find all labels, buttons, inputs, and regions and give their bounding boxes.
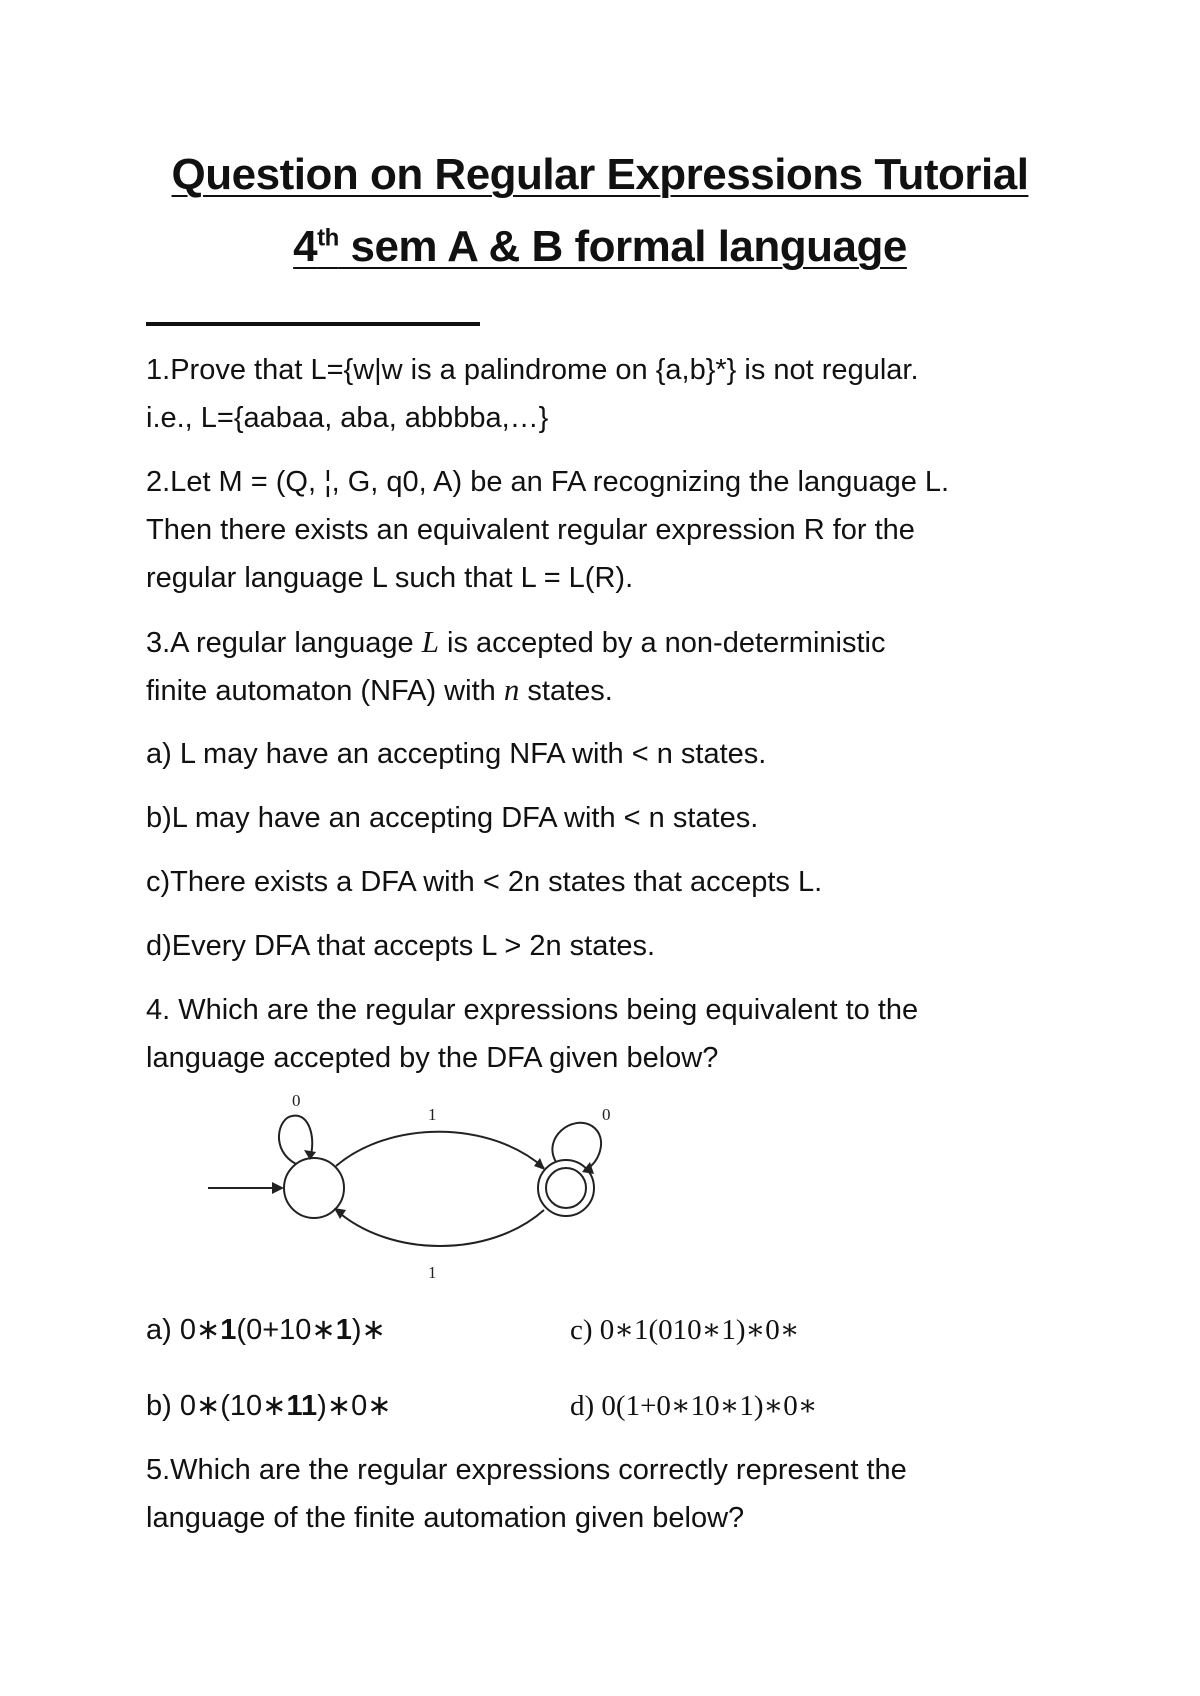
q3-option-b: b)L may have an accepting DFA with < n states.: [146, 802, 759, 834]
q3-var-L: L: [421, 624, 439, 659]
title-sem-suffix: th: [317, 224, 339, 252]
q3-text-a: 3.A regular language: [146, 627, 422, 659]
bottom-edge: [336, 1210, 544, 1246]
q4-option-b: [146, 1388, 392, 1424]
q4-option-a-bold2: 1: [335, 1314, 352, 1346]
title-sem-number: 4: [293, 222, 318, 271]
q3-var-n: n: [503, 672, 520, 707]
final-state-inner: [546, 1168, 586, 1208]
q4-option-b-end: )∗0∗: [317, 1390, 392, 1422]
q2-line-3: regular language L such that L = L(R).: [146, 562, 634, 594]
top-edge-arrowhead: [534, 1158, 545, 1170]
q3-text-c: finite automaton (NFA) with: [146, 675, 504, 707]
label-final-loop: 0: [602, 1105, 611, 1124]
q3-line-1: [146, 624, 885, 661]
q4-option-b-bold: 11: [286, 1390, 318, 1422]
q4-line-1: 4. Which are the regular expressions being equivalent to the: [146, 994, 919, 1026]
label-start-loop: 0: [292, 1091, 301, 1110]
q4-option-b-prefix: b) 0∗(10∗: [146, 1390, 287, 1422]
title-sem-text: sem A & B formal language: [338, 222, 907, 271]
q3-option-d: d)Every DFA that accepts L > 2n states.: [146, 930, 656, 962]
q3-text-d: states.: [519, 675, 613, 707]
dfa-diagram: [200, 1090, 630, 1290]
q3-line-2: [146, 672, 613, 709]
q3-option-a: a) L may have an accepting NFA with < n states.: [146, 738, 767, 770]
q4-option-a-bold: 1: [220, 1314, 237, 1346]
q3-option-c: c)There exists a DFA with < 2n states that accepts L.: [146, 866, 823, 898]
q4-line-2: language accepted by the DFA given below?: [146, 1042, 719, 1074]
q1-line-1: [146, 352, 919, 388]
q5-line-2: language of the finite automation given below?: [146, 1502, 745, 1534]
q4-option-a: [146, 1312, 386, 1348]
q4-option-a-rest: (0+10∗: [236, 1314, 336, 1346]
q1-line-2: i.e., L={aabaa, aba, abbbba,…}: [146, 402, 549, 434]
q4-option-a-prefix: a) 0∗: [146, 1314, 221, 1346]
page-title-line-2: [0, 222, 1200, 272]
start-arrowhead: [272, 1182, 284, 1194]
label-bottom-edge: 1: [428, 1263, 437, 1282]
start-self-loop: [279, 1116, 312, 1164]
q1-number: 1: [146, 354, 163, 386]
q4-option-d: d) 0(1+0∗10∗1)∗0∗: [570, 1390, 818, 1422]
q4-option-a-end: )∗: [351, 1314, 386, 1346]
q4-option-c: c) 0∗1(010∗1)∗0∗: [570, 1314, 800, 1346]
page-title-line-1: Question on Regular Expressions Tutorial: [171, 150, 1029, 199]
q2-line-1: 2.Let M = (Q, ¦, G, q0, A) be an FA recognizing the language L.: [146, 466, 950, 498]
q3-text-b: is accepted by a non-deterministic: [438, 627, 886, 659]
q1-text: .Prove that L={w|w is a palindrome on {a,b}*} is not regular.: [162, 354, 919, 386]
q5-line-1: 5.Which are the regular expressions correctly represent the: [146, 1454, 907, 1486]
label-top-edge: 1: [428, 1105, 437, 1124]
q2-line-2: Then there exists an equivalent regular expression R for the: [146, 514, 915, 546]
divider-rule: [146, 322, 480, 326]
top-edge: [336, 1132, 544, 1168]
